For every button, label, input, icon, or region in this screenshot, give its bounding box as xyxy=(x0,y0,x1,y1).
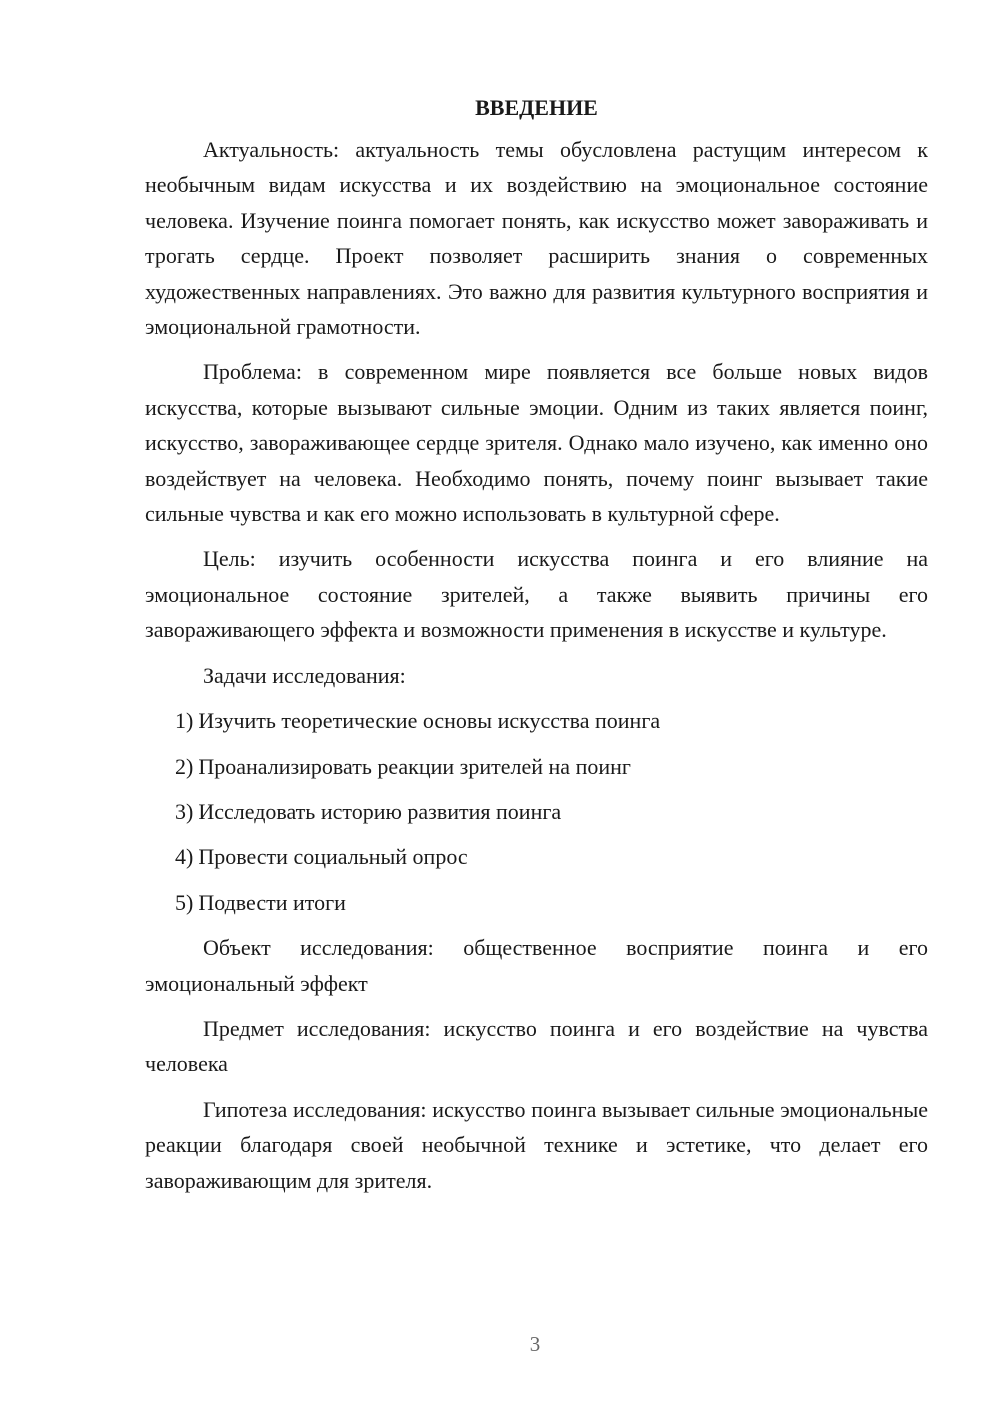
list-item xyxy=(145,703,928,738)
list-item-number: 2) xyxy=(175,753,194,779)
list-item-number: 1) xyxy=(175,708,194,734)
list-item xyxy=(145,794,928,829)
goal-paragraph: Цель: изучить особенности искусства поинга и его влияние на эмоциональное состояние зрителей, а также выявить причины его завораживающего эффекта и возможности применения в искусстве и культуре. xyxy=(145,546,928,643)
subject-paragraph: Предмет исследования: искусство поинга и его воздействие на чувства человека xyxy=(145,1015,928,1077)
section-title: ВВЕДЕНИЕ xyxy=(475,95,598,120)
list-item-text: Подвести итоги xyxy=(198,889,346,915)
list-item-number: 5) xyxy=(175,889,194,915)
list-item-text: Проанализировать реакции зрителей на поинг xyxy=(198,753,631,779)
document-page xyxy=(145,92,928,1208)
object-paragraph: Объект исследования: общественное восприятие поинга и его эмоциональный эффект xyxy=(145,935,928,996)
list-item-text: Исследовать историю развития поинга xyxy=(198,798,562,824)
list-item xyxy=(145,885,928,920)
list-item-text: Изучить теоретические основы искусства поинга xyxy=(198,708,661,734)
list-item xyxy=(145,749,928,784)
hypothesis-paragraph: Гипотеза исследования: искусство поинга вызывает сильные эмоциональные реакции благодаря своей необычной технике и эстетике, что делает его завораживающим для зрителя. xyxy=(145,1096,928,1193)
list-item-text: Провести социальный опрос xyxy=(198,844,468,870)
list-item-number: 4) xyxy=(175,844,194,870)
page-number: 3 xyxy=(529,1332,541,1356)
problem-paragraph: Проблема: в современном мире появляется все больше новых видов искусства, которые вызывают сильные эмоции. Одним из таких является поинг, искусство, завораживающее сердце зрителя. Однако мало изучено, как именно оно воздействует на человека. Необходимо понять, почему поинг вызывает такие сильные чувства и как его можно использовать в культурной сфере. xyxy=(145,359,928,527)
list-item xyxy=(145,839,928,874)
tasks-heading: Задачи исследования: xyxy=(203,662,406,688)
relevance-paragraph: Актуальность: актуальность темы обусловлена растущим интересом к необычным видам искусства и их воздействию на эмоциональное состояние человека. Изучение поинга помогает понять, как искусство может завораживать и трогать сердце. Проект позволяет расширить знания о современных художественных направлениях. Это важно для развития культурного восприятия и эмоциональной грамотности. xyxy=(145,137,928,340)
list-item-number: 3) xyxy=(175,798,194,824)
tasks-list xyxy=(145,703,928,920)
